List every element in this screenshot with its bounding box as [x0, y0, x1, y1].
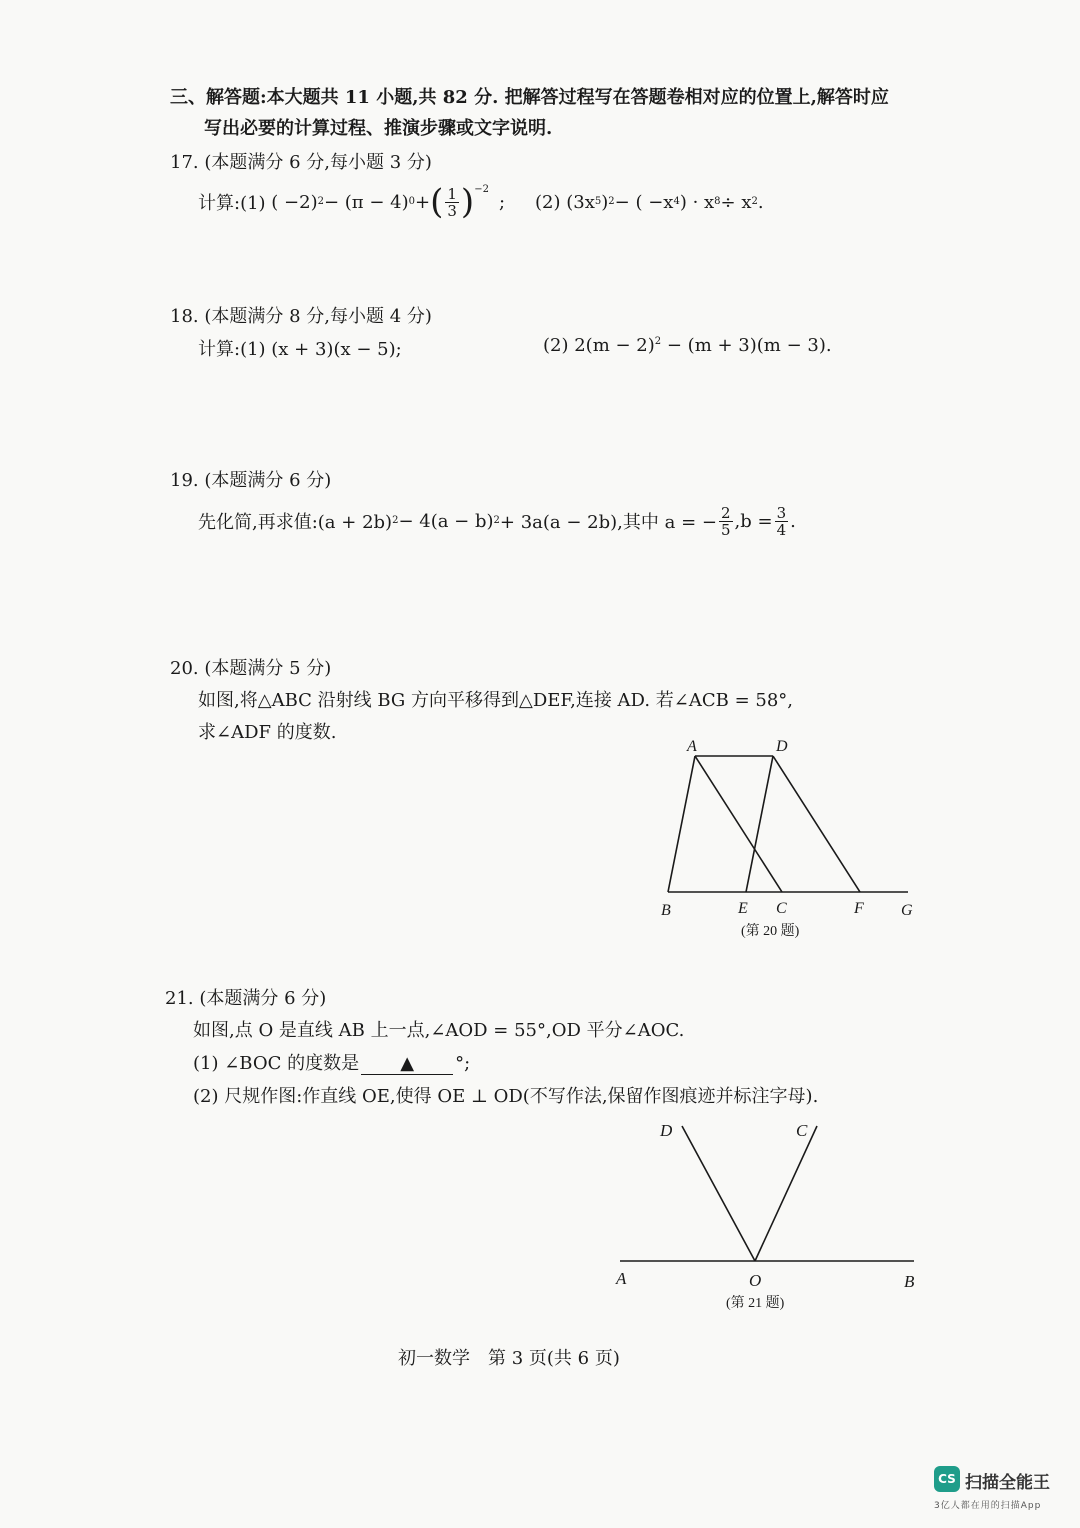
q21-ray-od — [682, 1126, 755, 1261]
q20-header: 20. (本题满分 5 分) — [170, 658, 332, 679]
q21-part2: (2) 尺规作图:作直线 OE,使得 OE ⊥ OD(不写作法,保留作图痕迹并标注字母). — [193, 1086, 819, 1107]
q21-label-c: C — [796, 1121, 808, 1140]
q17-p2-b: ) — [601, 191, 609, 213]
q20-label-c: C — [776, 900, 787, 917]
q21-figure — [600, 1110, 930, 1320]
q19-expression: 先化简,再求值:(a + 2b) 2 − 4(a − b) 2 + 3a(a − 2b),其中 a = − $\frac{2}{5}$ ,b = $\frac{3}{4}$ . — [198, 503, 796, 539]
q17-p2-label: (2) — [535, 191, 561, 213]
q17-prefix: 计算:(1) — [198, 193, 266, 214]
q21-header: 21. (本题满分 6 分) — [165, 988, 327, 1009]
q21-label-a: A — [616, 1269, 627, 1288]
q17-p1-end: ; — [498, 191, 506, 213]
q19-fraction-b: $\frac{3}{4}$ — [776, 503, 787, 539]
q17-p2-c: − ( −x — [614, 191, 674, 213]
q20-segment-ba — [668, 756, 695, 892]
q17-p1-a: ( −2) — [271, 191, 318, 213]
q18-part1: 计算:(1) (x + 3)(x − 5); — [198, 339, 402, 360]
q19-header: 19. (本题满分 6 分) — [170, 470, 332, 491]
q17-p2-f: . — [757, 191, 764, 213]
q17-p2-d: ) · x — [679, 191, 715, 213]
q20-label-a: A — [687, 738, 697, 755]
scanner-watermark — [934, 1466, 1054, 1516]
q20-label-d: D — [776, 738, 788, 755]
q20-label-b: B — [661, 902, 671, 919]
q21-label-d: D — [660, 1121, 673, 1140]
cs-logo-icon: CS — [934, 1466, 960, 1492]
watermark-name: 扫描全能王 — [965, 1473, 1050, 1493]
q20-segment-df — [773, 756, 860, 892]
q20-caption: (第 20 题) — [741, 924, 800, 939]
q21-label-o: O — [749, 1271, 762, 1290]
q20-label-g: G — [901, 902, 913, 919]
q21-caption: (第 21 题) — [726, 1296, 785, 1311]
q21-ray-oc — [755, 1126, 817, 1261]
section-heading-continued: 写出必要的计算过程、推演步骤或文字说明. — [204, 118, 553, 139]
q18-header: 18. (本题满分 8 分,每小题 4 分) — [170, 306, 432, 327]
page-footer: 初一数学 第 3 页(共 6 页) — [398, 1348, 620, 1369]
section-heading: 三、解答题:本大题共 11 小题,共 82 分. 把解答过程写在答题卷相对应的位置上,解答时应 — [170, 87, 889, 108]
q17-p1-c: + — [415, 191, 431, 213]
q17-fraction: $\frac{1}{3}$ — [447, 184, 457, 220]
q20-figure — [640, 730, 930, 945]
q17-p1-b: − (π − 4) — [323, 191, 409, 213]
q21-line1: 如图,点 O 是直线 AB 上一点,∠AOD = 55°,OD 平分∠AOC. — [193, 1020, 685, 1041]
q21-part1: (1) ∠BOC 的度数是 ▲ °; — [193, 1053, 471, 1074]
watermark-tagline: 3亿人都在用的扫描App — [934, 1501, 1042, 1511]
q20-label-f: F — [854, 900, 864, 917]
q17-expression: 计算:(1) ( −2) 2 − (π − 4) 0 + ( $\frac{1}{3}$ ) $^{-2}$ ; (2) (3x 5 ) 2 − ( −x 4 ) · x 8 ÷ x 2 . — [198, 182, 764, 222]
q17-p2-e: ÷ x — [720, 191, 752, 213]
q21-label-b: B — [904, 1272, 915, 1291]
q19-fraction-a: $\frac{2}{5}$ — [720, 503, 731, 539]
q20-label-e: E — [738, 900, 748, 917]
q20-line1: 如图,将△ABC 沿射线 BG 方向平移得到△DEF,连接 AD. 若∠ACB = 58°, — [198, 690, 794, 711]
q17-header: 17. (本题满分 6 分,每小题 3 分) — [170, 152, 432, 173]
q17-p2-a: (3x — [566, 191, 595, 213]
q20-line2: 求∠ADF 的度数. — [198, 722, 337, 743]
q18-part2: (2) $2(m - 2)^2 - (m + 3)(m - 3)$. — [543, 335, 832, 356]
q21-answer-blank: ▲ — [361, 1053, 453, 1075]
